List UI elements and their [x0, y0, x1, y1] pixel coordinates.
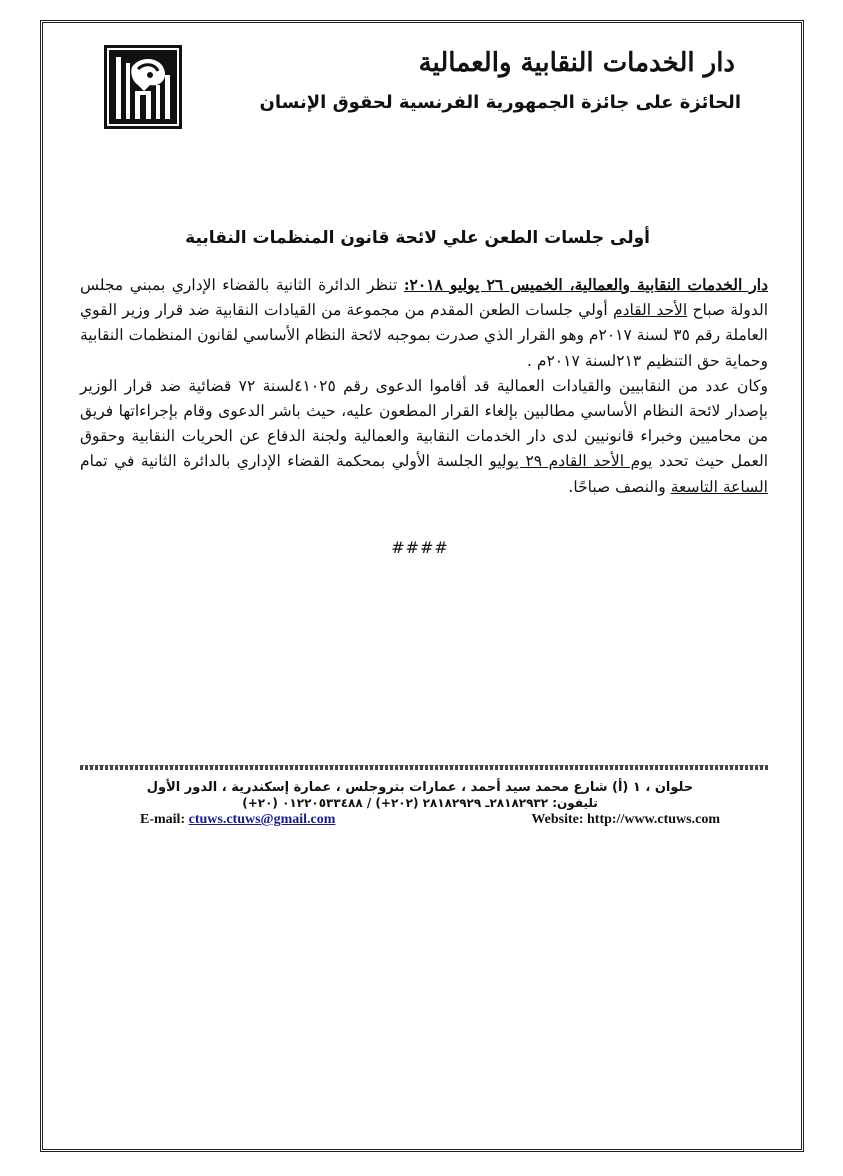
website-link[interactable]: Website: http://www.ctuws.com — [531, 812, 720, 827]
email-link[interactable]: ctuws.ctuws@gmail.com — [188, 812, 336, 827]
email-label: E-mail: — [140, 812, 186, 827]
org-award: الحائزة على جائزة الجمهورية الفرنسية لحقوق الإنسان — [259, 92, 741, 113]
end-mark: #### — [391, 538, 449, 557]
page-border — [40, 20, 804, 1152]
document-title: أولى جلسات الطعن علي لائحة قانون المنظمات النقابية — [185, 228, 650, 248]
footer-divider — [80, 765, 768, 770]
org-name: دار الخدمات النقابية والعمالية — [418, 48, 735, 78]
underlined-date: يوم الأحد القادم ٢٩ يوليو — [489, 452, 653, 471]
email-block — [140, 812, 335, 828]
footer-phone: تليفون: ٢٨١٨٢٩٣٢ـ ٢٨١٨٢٩٢٩ (٢٠٢+) / ٠١٢٢٠٥٣٣٤٨٨ (٢٠+) — [242, 796, 598, 810]
underlined-day: الأحد القادم — [612, 301, 688, 320]
underlined-time: الساعة التاسعة — [670, 477, 768, 496]
document-body — [80, 272, 768, 500]
dateline: دار الخدمات النقابية والعمالية، الخميس ٢٦ يوليو ٢٠١٨: — [403, 275, 768, 294]
fist-logo-icon — [104, 45, 182, 129]
paragraph-1: دار الخدمات النقابية والعمالية، الخميس ٢٦ يوليو ٢٠١٨: تنظر الدائرة الثانية بالقضاء الإداري بمبني مجلس الدولة صباح الأحد القادم أولي جلسات الطعن المقدم من مجموعة من القيادات النقابية ضد قرار وزير القوي العاملة رقم ٣٥ لسنة ٢٠١٧م وهو القرار الذي صدرت بموجبه لائحة النظام الأساسي لقانون المنظمات النقابية وحماية حق التنظيم ٢١٣لسنة ٢٠١٧م . — [80, 275, 768, 370]
footer-address: حلوان ، ١ (أ) شارع محمد سيد أحمد ، عمارات بتروجلس ، عمارة إسكندرية ، الدور الأول — [146, 780, 694, 795]
paragraph-2: وكان عدد من النقابيين والقيادات العمالية قد أقاموا الدعوى رقم ٤١٠٢٥لسنة ٧٢ قضائية ضد قرار الوزير بإصدار لائحة النظام الأساسي مطالبين بإلغاء القرار المطعون عليه، حيث باشر الدعوى وقام بإجراءاتها فريق من محاميين وخبراء قانونيين لدى دار الخدمات النقابية والعمالية ولجنة الدفاع عن الحريات النقابية وحقوق العمل حيث تحدد يوم الأحد القادم ٢٩ يوليو الجلسة الأولي بمحكمة القضاء الإداري بالدائرة الثانية في تمام الساعة التاسعة والنصف صباحًا. — [80, 376, 769, 496]
footer-contacts — [140, 812, 720, 828]
